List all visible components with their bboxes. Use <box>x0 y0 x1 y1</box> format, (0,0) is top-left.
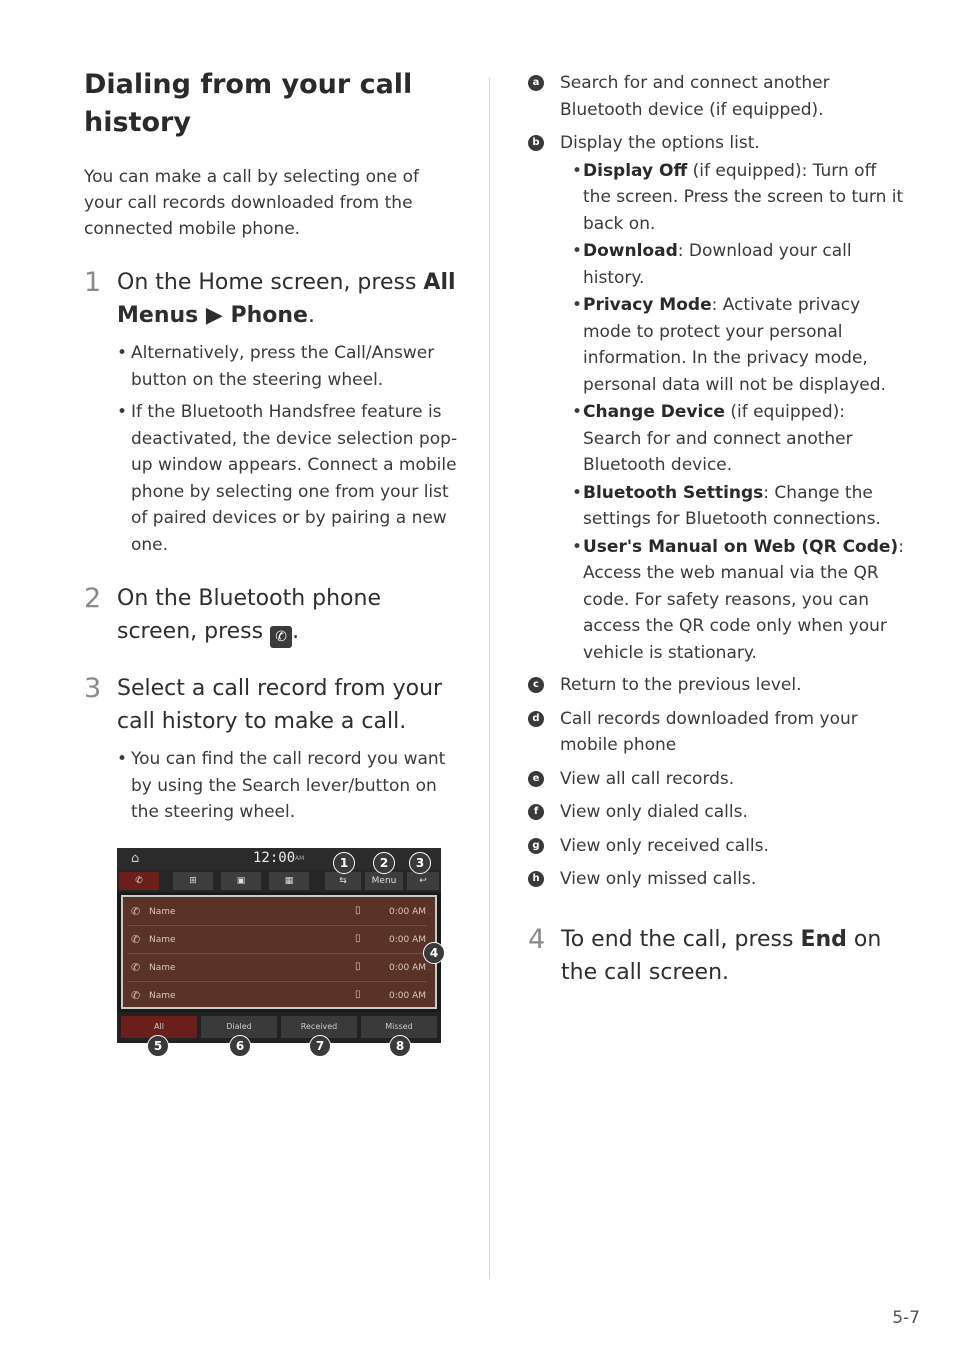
arrow-glyph: ▶ <box>198 303 231 328</box>
description-item <box>528 799 908 826</box>
option-item <box>572 399 908 479</box>
option-desc: (if equipped): Turn off the screen. Press the screen to turn it back on. <box>583 160 904 234</box>
step-text: Select a call record from your call history to make a call. <box>117 676 443 734</box>
description-text: Search for and connect another Bluetooth device (if equipped). <box>560 73 830 120</box>
option-item <box>572 534 908 667</box>
bullet-item: • You can find the call record you want by using the Search lever/button on the steering wheel. <box>117 746 459 826</box>
call-time: 0:00 AM <box>389 990 426 1001</box>
step-text-part: . <box>307 303 315 328</box>
clock-ampm: AM <box>295 854 305 862</box>
list-item[interactable] <box>127 927 427 954</box>
dial-pad-tab[interactable]: ⊞ <box>173 872 213 890</box>
clock-time: 12:00 <box>253 849 296 866</box>
contact-name: Name <box>149 906 176 917</box>
home-icon[interactable]: ⌂ <box>131 850 140 866</box>
step-2 <box>84 582 459 648</box>
option-name: Change Device <box>583 402 725 422</box>
description-text: View all call records. <box>560 768 735 789</box>
callout-badge: g <box>528 838 544 854</box>
option-desc: : Download your call history. <box>583 241 852 288</box>
callout-badge: f <box>528 804 544 820</box>
column-divider <box>489 78 490 1278</box>
call-icon: ✆ <box>131 904 141 918</box>
description-item <box>528 706 908 759</box>
phone-type-icon: ▯ <box>355 904 361 916</box>
option-item <box>572 238 908 291</box>
step-1-bullets <box>84 340 459 558</box>
phone-type-icon: ▯ <box>355 960 361 972</box>
option-item <box>572 292 908 398</box>
phone-screen-figure <box>117 848 441 1053</box>
description-text: Call records downloaded from your mobile phone <box>560 708 858 755</box>
step-3-bullets <box>84 746 459 826</box>
description-text: View only dialed calls. <box>560 802 748 822</box>
step-4 <box>528 923 908 989</box>
list-item[interactable] <box>127 955 427 982</box>
tab-bar <box>117 870 441 892</box>
step-text <box>117 266 459 332</box>
list-item[interactable] <box>127 899 427 926</box>
option-desc: (if equipped): Search for and connect another Bluetooth device. <box>583 402 853 475</box>
bullet-item: • If the Bluetooth Handsfree feature is deactivated, the device selection pop-up window appears. Connect a mobile phone by selecting one from your list of paired devices or by pairing a new one. <box>117 399 459 558</box>
call-time: 0:00 AM <box>389 934 426 945</box>
step-text <box>561 923 908 989</box>
description-text: View only received calls. <box>560 835 769 856</box>
callout-badge: b <box>528 135 544 151</box>
option-desc: : Change the settings for Bluetooth connections. <box>583 482 881 529</box>
bullet-item: • Alternatively, press the Call/Answer button on the steering wheel. <box>117 340 459 393</box>
step-text-part: . <box>292 619 300 644</box>
option-name: Bluetooth Settings <box>583 482 764 503</box>
step-number: 2 <box>84 583 102 614</box>
list-item[interactable] <box>127 983 427 1009</box>
end-label: End <box>800 926 847 952</box>
phone-label: Phone <box>230 303 308 328</box>
call-history-tab[interactable]: ✆ <box>119 872 159 890</box>
description-item <box>528 866 908 893</box>
page-number: 5-7 <box>892 1308 920 1328</box>
callout-2: 2 <box>373 852 395 874</box>
phone-screen <box>117 848 441 1043</box>
call-icon: ✆ <box>131 960 141 974</box>
option-name: Download <box>583 241 678 261</box>
callout-1: 1 <box>333 852 355 874</box>
callout-badge: d <box>528 711 544 727</box>
option-name: Privacy Mode <box>583 295 712 315</box>
step-number: 3 <box>84 673 102 704</box>
description-text: Display the options list. <box>560 133 760 153</box>
description-item <box>528 672 908 699</box>
description-text: View only missed calls. <box>560 869 757 889</box>
option-name: Display Off <box>583 160 688 181</box>
filter-dialed-button[interactable]: Dialed <box>201 1016 277 1038</box>
callout-4: 4 <box>423 942 445 964</box>
option-desc: : Activate privacy mode to protect your personal information. In the privacy mode, personal data will not be displayed. <box>583 295 886 395</box>
back-icon[interactable]: ↩ <box>407 872 439 890</box>
contacts-tab[interactable]: ▣ <box>221 872 261 890</box>
menu-button[interactable]: Menu <box>365 872 403 890</box>
contact-name: Name <box>149 934 176 945</box>
option-item <box>572 158 908 238</box>
phone-type-icon: ▯ <box>355 988 361 1000</box>
filter-all-button[interactable]: All <box>121 1016 197 1038</box>
step-text <box>117 582 459 648</box>
option-desc: : Access the web manual via the QR code. For safety reasons, you can access the QR code only when your vehicle is stationary. <box>583 536 904 663</box>
step-3 <box>84 672 459 738</box>
step-number: 1 <box>84 267 102 298</box>
callout-badge: e <box>528 771 544 787</box>
step-1 <box>84 266 459 332</box>
step-text-part: On the Home screen, press <box>117 270 424 295</box>
callout-badge: h <box>528 871 544 887</box>
callout-badge: c <box>528 677 544 693</box>
favorites-tab[interactable]: ▦ <box>269 872 309 890</box>
right-column <box>528 70 908 989</box>
phone-type-icon: ▯ <box>355 932 361 944</box>
step-text-part: To end the call, press <box>561 926 801 952</box>
callout-8: 8 <box>389 1035 411 1057</box>
filter-missed-button[interactable]: Missed <box>361 1016 437 1038</box>
call-icon: ✆ <box>131 988 141 1002</box>
all-menus-label: All Menus <box>117 270 456 328</box>
call-record-list <box>121 895 437 1009</box>
intro-text: You can make a call by selecting one of your call records downloaded from the connected mobile phone. <box>84 167 420 239</box>
option-item <box>572 480 908 533</box>
callout-6: 6 <box>229 1035 251 1057</box>
call-time: 0:00 AM <box>389 906 426 917</box>
callout-7: 7 <box>309 1035 331 1057</box>
description-item <box>528 833 908 860</box>
call-history-icon: ✆ <box>270 626 292 648</box>
left-column <box>84 66 459 1053</box>
callout-5: 5 <box>147 1035 169 1057</box>
call-time: 0:00 AM <box>389 962 426 973</box>
step-number: 4 <box>528 923 546 955</box>
description-item <box>528 766 908 793</box>
step-text-part: on the call screen. <box>561 926 882 985</box>
option-name: User's Manual on Web (QR Code) <box>583 536 899 557</box>
change-device-icon[interactable]: ⇆ <box>325 872 361 890</box>
options-list <box>508 158 908 667</box>
callout-badge: a <box>528 75 544 91</box>
filter-received-button[interactable]: Received <box>281 1016 357 1038</box>
step-text-part: On the Bluetooth phone screen, press <box>117 586 381 644</box>
contact-name: Name <box>149 990 176 1001</box>
description-item <box>528 70 908 123</box>
callout-3: 3 <box>409 852 431 874</box>
section-title: Dialing from your call history <box>84 69 413 138</box>
call-icon: ✆ <box>131 932 141 946</box>
contact-name: Name <box>149 962 176 973</box>
description-item <box>528 130 908 157</box>
description-text: Return to the previous level. <box>560 675 802 695</box>
